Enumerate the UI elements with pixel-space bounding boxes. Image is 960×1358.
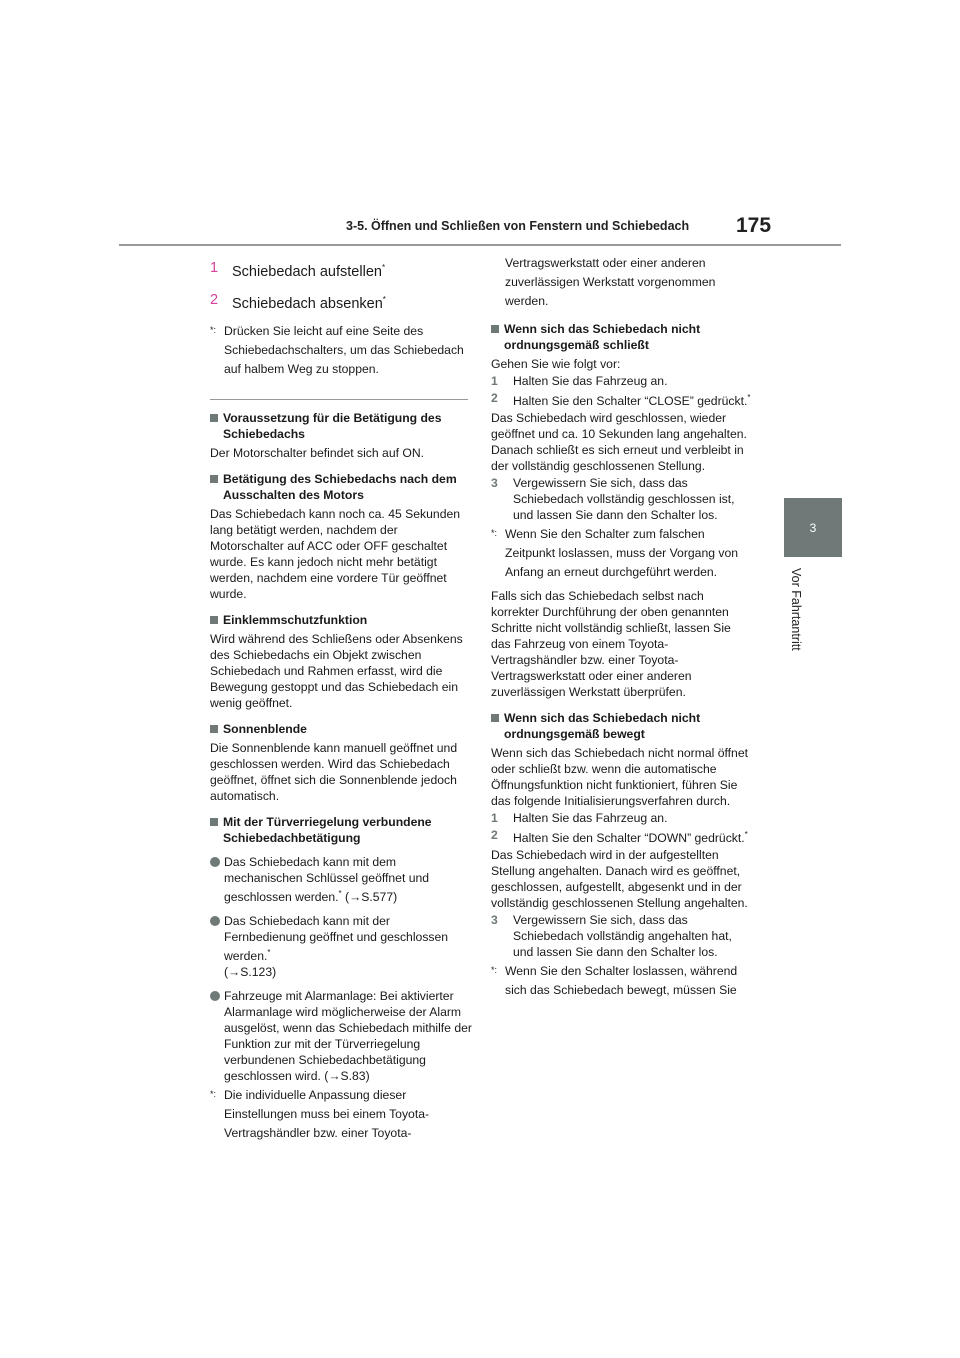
paragraph: Der Motorschalter befindet sich auf ON.: [210, 445, 425, 460]
footnote-text: Drücken Sie leicht auf eine Seite des Schiebedachschalters, um das Schiebedach auf halbem Weg zu stoppen.: [224, 323, 464, 376]
paragraph: Das Schiebedach kann noch ca. 45 Sekunden lang betätigt werden, nachdem der Motorschalter auf ACC oder OFF geschaltet wurde. Es kann jedoch nicht mehr betätigt werden, nachdem eine vordere Tür geöffnet wurde.: [210, 506, 461, 601]
section-heading: Voraussetzung für die Betätigung des Schiebedachs: [210, 410, 472, 442]
step-item: 3 Vergewissern Sie sich, dass das Schiebedach vollständig angehalten hat, und lassen Sie dann den Schalter los.: [491, 913, 732, 960]
footnote: [210, 322, 472, 379]
header-divider: [119, 244, 841, 246]
step-number: 3: [491, 476, 498, 491]
round-bullet-icon: [210, 916, 220, 926]
section-title: 3-5. Öffnen und Schließen von Fenstern und Schiebedach: [346, 219, 690, 233]
footnote-asterisk: *: [382, 294, 386, 304]
paragraph: Wenn sich das Schiebedach nicht normal öffnet oder schließt bzw. wenn die automatische Öffnungsfunktion nicht funktioniert, führen Sie das folgende Initialisierungsverfahren durch.: [491, 746, 748, 809]
footnote-continuation: Vertragswerkstatt oder einer anderen zuverlässigen Werkstatt vorgenommen werden.: [505, 256, 716, 308]
section-heading: Wenn sich das Schiebedach nicht ordnungsgemäß schließt: [491, 321, 753, 353]
square-bullet-icon: [491, 714, 499, 722]
step-text: Schiebedach aufstellen*: [232, 263, 386, 280]
bullet-item: [210, 913, 472, 980]
step-number: 2: [210, 291, 219, 308]
right-column: [491, 254, 753, 1006]
section-heading: Wenn sich das Schiebedach nicht ordnungsgemäß bewegt: [491, 710, 753, 742]
footnote-mark: *:: [491, 528, 498, 539]
footnote-text: Wenn Sie den Schalter zum falschen Zeitpunkt loslassen, muss der Vorgang von Anfang an erneut durchgeführt werden.: [505, 527, 739, 580]
section-heading: Mit der Türverriegelung verbundene Schiebedachbetätigung: [210, 814, 472, 846]
footnote-asterisk: *: [381, 263, 386, 272]
square-bullet-icon: [210, 818, 218, 826]
left-column: [210, 254, 472, 1149]
section-heading: Betätigung des Schiebedachs nach dem Ausschalten des Motors: [210, 471, 472, 503]
section-divider: [210, 399, 468, 400]
step-item: 2 Halten Sie den Schalter “CLOSE” gedrückt.*: [491, 391, 751, 409]
footnote: [491, 525, 753, 582]
footnote-text: Wenn Sie den Schalter loslassen, während sich das Schiebedach bewegt, müssen Sie: [505, 964, 738, 998]
footnote-mark: *:: [491, 965, 498, 976]
page-number: 175: [736, 214, 772, 237]
footnote: [491, 962, 753, 1000]
step-number: 1: [491, 811, 498, 826]
step-number: 1: [210, 260, 219, 276]
paragraph: Gehen Sie wie folgt vor:: [491, 357, 621, 371]
round-bullet-icon: [210, 857, 220, 867]
bullet-text: Das Schiebedach kann mit der Fernbedienung geöffnet und geschlossen werden.* (→S.123): [224, 913, 449, 979]
footnote: [210, 1086, 472, 1143]
step-number: 2: [491, 828, 498, 843]
step-text: Schiebedach absenken*: [232, 294, 386, 312]
step-item: 1 Halten Sie das Fahrzeug an.: [491, 811, 668, 826]
step-number: 3: [491, 913, 498, 928]
step-number: 2: [491, 391, 498, 405]
step-item: 1 Halten Sie das Fahrzeug an.: [491, 374, 668, 388]
step-item: 3 Vergewissern Sie sich, dass das Schiebedach vollständig geschlossen ist, und lassen Sie dann den Schalter los.: [491, 476, 735, 523]
chapter-label: Vor Fahrtantritt: [789, 568, 803, 651]
step-item: 2 Halten Sie den Schalter “DOWN” gedrückt.*: [491, 828, 748, 846]
bullet-item: [210, 854, 472, 905]
paragraph: Das Schiebedach wird geschlossen, wieder geöffnet und ca. 10 Sekunden lang angehalten. Danach schließt es sich erneut und verbleibt in der vollständig geschlossenen Stellung.: [491, 411, 747, 474]
paragraph: Das Schiebedach wird in der aufgestellten Stellung angehalten. Danach wird es geöffnet, geschlossen, aufgestellt, abgesenkt und in der vollständig geschlossenen Stellung angehalten.: [491, 848, 748, 911]
section-heading: Sonnenblende: [210, 721, 472, 737]
square-bullet-icon: [210, 616, 218, 624]
step-raise: [210, 258, 472, 282]
paragraph: Die Sonnenblende kann manuell geöffnet und geschlossen werden. Wird das Schiebedach geöffnet, öffnet sich die Sonnenblende jedoch automatisch.: [210, 740, 458, 803]
chapter-tab: 3: [784, 498, 842, 557]
bullet-text: Das Schiebedach kann mit dem mechanischen Schlüssel geöffnet und geschlossen werden.* (→S.577): [224, 854, 430, 904]
bullet-item: [210, 988, 472, 1084]
bullet-text: Fahrzeuge mit Alarmanlage: Bei aktivierter Alarmanlage wird möglicherweise der Alarm ausgelöst, wenn das Schiebedach mithilfe der Funktion zur mit der Türverriegelung verbundenen Schiebedachbetätigung geschlossen wird. (→S.83): [224, 988, 472, 1083]
step-number: 1: [491, 374, 498, 388]
paragraph: Falls sich das Schiebedach selbst nach korrekter Durchführung der oben genannten Schritte nicht vollständig schließt, lassen Sie das Fahrzeug von einem Toyota-Vertragshändler bzw. einer Toyota-Vertragswerkstatt oder einer anderen zuverlässigen Werkstatt überprüfen.: [491, 589, 731, 700]
step-lower: [210, 290, 472, 314]
square-bullet-icon: [491, 325, 499, 333]
round-bullet-icon: [210, 991, 220, 1001]
footnote-mark: *:: [210, 324, 217, 335]
paragraph: Wird während des Schließens oder Absenkens des Schiebedachs ein Objekt zwischen Schiebedach und Rahmen erfasst, wird die Bewegung gestoppt und das Schiebedach ein wenig geöffnet.: [210, 631, 463, 710]
footnote-mark: *:: [210, 1088, 217, 1099]
section-heading: Einklemmschutzfunktion: [210, 612, 472, 628]
square-bullet-icon: [210, 475, 218, 483]
footnote-text: Die individuelle Anpassung dieser Einstellungen muss bei einem Toyota-Vertragshändler bzw. einer Toyota-: [224, 1087, 430, 1140]
square-bullet-icon: [210, 414, 218, 422]
square-bullet-icon: [210, 725, 218, 733]
